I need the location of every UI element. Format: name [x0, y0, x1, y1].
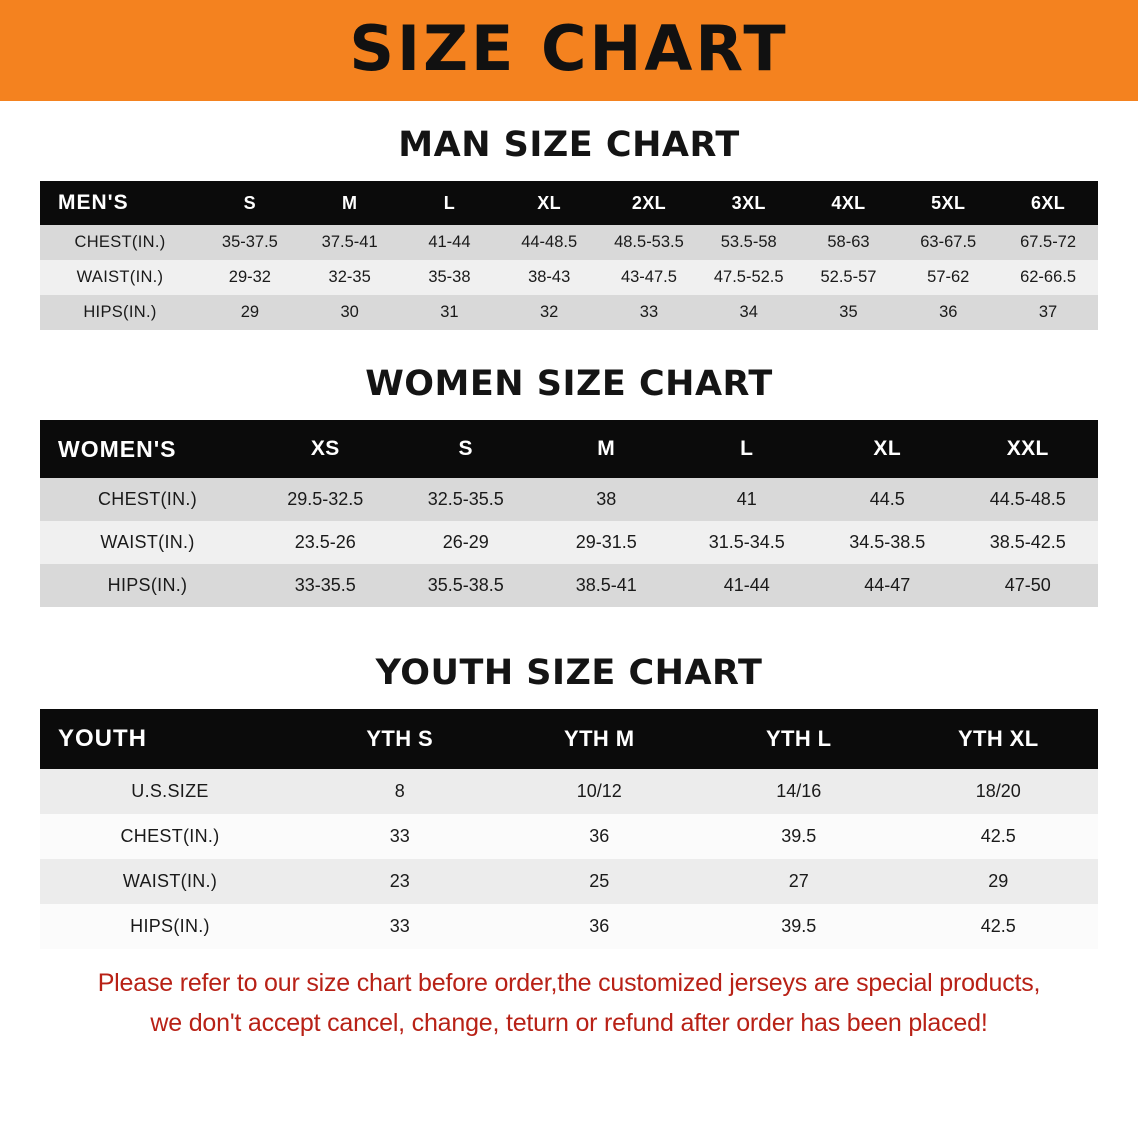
cell: 41-44	[723, 575, 770, 595]
cell: 42.5	[980, 826, 1016, 846]
cell: 57-62	[927, 268, 970, 286]
cell: 33	[639, 303, 659, 321]
women-header-cell: XL	[873, 437, 902, 460]
cell: 36	[589, 916, 610, 936]
cell: 31.5-34.5	[708, 532, 785, 552]
row-label: WAIST(IN.)	[76, 268, 164, 286]
youth-header-cell: YTH S	[366, 726, 434, 751]
cell: 47.5-52.5	[713, 268, 784, 286]
cell: 63-67.5	[920, 233, 977, 251]
cell: 27	[788, 871, 809, 891]
cell: 58-63	[827, 233, 870, 251]
cell: 10/12	[576, 781, 622, 801]
cell: 25	[589, 871, 610, 891]
man-section-title: MAN SIZE CHART	[398, 125, 740, 165]
man-size-table	[40, 181, 1098, 330]
women-header-cell: M	[597, 437, 616, 460]
table-header-row	[40, 709, 1098, 769]
cell: 44.5-48.5	[989, 489, 1066, 509]
cell: 33	[389, 916, 410, 936]
cell: 39.5	[781, 916, 817, 936]
cell: 29	[240, 303, 260, 321]
cell: 34.5-38.5	[849, 532, 926, 552]
cell: 35	[839, 303, 858, 321]
man-header-cell: S	[243, 192, 257, 213]
man-header-cell: 5XL	[931, 192, 966, 213]
cell: 37.5-41	[321, 233, 378, 251]
youth-section-title: YOUTH SIZE CHART	[375, 653, 763, 693]
youth-size-table	[40, 709, 1098, 949]
man-header-cell: 2XL	[631, 192, 667, 213]
cell: 52.5-57	[820, 268, 877, 286]
cell: 44-47	[864, 575, 911, 595]
cell: 35-38	[428, 268, 471, 286]
cell: 33	[389, 826, 410, 846]
youth-header-label: YOUTH	[58, 725, 147, 752]
row-label: WAIST(IN.)	[100, 532, 195, 552]
women-header-cell: XS	[310, 437, 340, 460]
cell: 38	[596, 489, 617, 509]
women-header-cell: S	[458, 437, 473, 460]
cell: 47-50	[1004, 575, 1051, 595]
cell: 44.5	[869, 489, 905, 509]
cell: 36	[939, 303, 958, 321]
footer-note-line-1: Please refer to our size chart before order,the customized jerseys are special products,	[97, 969, 1041, 997]
man-header-cell: 6XL	[1030, 192, 1066, 213]
table-row	[40, 225, 1098, 260]
table-row	[40, 904, 1098, 949]
cell: 48.5-53.5	[614, 233, 684, 251]
man-header-cell: 4XL	[831, 192, 866, 213]
cell: 32	[540, 303, 559, 321]
cell: 41	[736, 489, 757, 509]
youth-table-wrap	[40, 709, 1098, 949]
cell: 29	[988, 871, 1009, 891]
cell: 30	[340, 303, 359, 321]
youth-header-cell: YTH XL	[957, 726, 1039, 751]
women-header-cell: XXL	[1006, 437, 1049, 460]
cell: 53.5-58	[720, 233, 777, 251]
women-size-table	[40, 420, 1098, 607]
cell: 42.5	[980, 916, 1016, 936]
cell: 37	[1038, 303, 1058, 321]
cell: 8	[394, 781, 405, 801]
cell: 29.5-32.5	[287, 489, 364, 509]
cell: 43-47.5	[620, 268, 677, 286]
cell: 32-35	[328, 268, 371, 286]
table-row	[40, 564, 1098, 607]
cell: 39.5	[781, 826, 817, 846]
row-label: CHEST(IN.)	[98, 489, 197, 509]
row-label: CHEST(IN.)	[74, 233, 166, 251]
cell: 14/16	[776, 781, 822, 801]
cell: 32.5-35.5	[427, 489, 504, 509]
cell: 18/20	[975, 781, 1021, 801]
row-label: WAIST(IN.)	[122, 871, 218, 891]
man-header-label: MEN'S	[58, 191, 129, 214]
row-label: U.S.SIZE	[131, 781, 209, 801]
cell: 67.5-72	[1020, 233, 1077, 251]
cell: 29-32	[228, 268, 271, 286]
cell: 38.5-41	[575, 575, 637, 595]
youth-header-cell: YTH L	[765, 726, 832, 751]
cell: 23	[389, 871, 410, 891]
man-table-wrap	[40, 181, 1098, 330]
cell: 38-43	[528, 268, 571, 286]
cell: 44-48.5	[521, 233, 578, 251]
page-title: SIZE CHART	[349, 11, 789, 85]
row-label: HIPS(IN.)	[107, 575, 188, 595]
youth-header-cell: YTH M	[564, 726, 635, 751]
cell: 36	[589, 826, 610, 846]
table-row	[40, 295, 1098, 330]
man-header-cell: L	[443, 192, 456, 213]
cell: 26-29	[442, 532, 489, 552]
footer-note-line-2: we don't accept cancel, change, teturn or refund after order has been placed!	[150, 1009, 988, 1037]
cell: 62-66.5	[1020, 268, 1077, 286]
header-banner	[0, 0, 1138, 101]
cell: 35.5-38.5	[427, 575, 504, 595]
table-header-row	[40, 420, 1098, 478]
table-row	[40, 521, 1098, 564]
table-row	[40, 769, 1098, 814]
man-header-cell: 3XL	[731, 192, 766, 213]
cell: 23.5-26	[294, 532, 356, 552]
man-header-cell: M	[341, 192, 358, 213]
table-row	[40, 859, 1098, 904]
row-label: HIPS(IN.)	[130, 916, 210, 936]
man-header-cell: XL	[537, 192, 562, 213]
women-header-label: WOMEN'S	[58, 435, 177, 462]
table-row	[40, 260, 1098, 295]
table-header-row	[40, 181, 1098, 225]
cell: 31	[440, 303, 459, 321]
cell: 35-37.5	[221, 233, 278, 251]
row-label: CHEST(IN.)	[120, 826, 220, 846]
cell: 29-31.5	[575, 532, 637, 552]
cell: 33-35.5	[294, 575, 356, 595]
women-header-cell: L	[740, 437, 754, 460]
women-table-wrap	[40, 420, 1098, 607]
cell: 38.5-42.5	[989, 532, 1066, 552]
cell: 34	[739, 303, 758, 321]
women-section-title: WOMEN SIZE CHART	[365, 364, 773, 404]
cell: 41-44	[428, 233, 471, 251]
row-label: HIPS(IN.)	[83, 303, 157, 321]
footer-note	[39, 963, 1099, 1043]
table-row	[40, 478, 1098, 521]
table-row	[40, 814, 1098, 859]
